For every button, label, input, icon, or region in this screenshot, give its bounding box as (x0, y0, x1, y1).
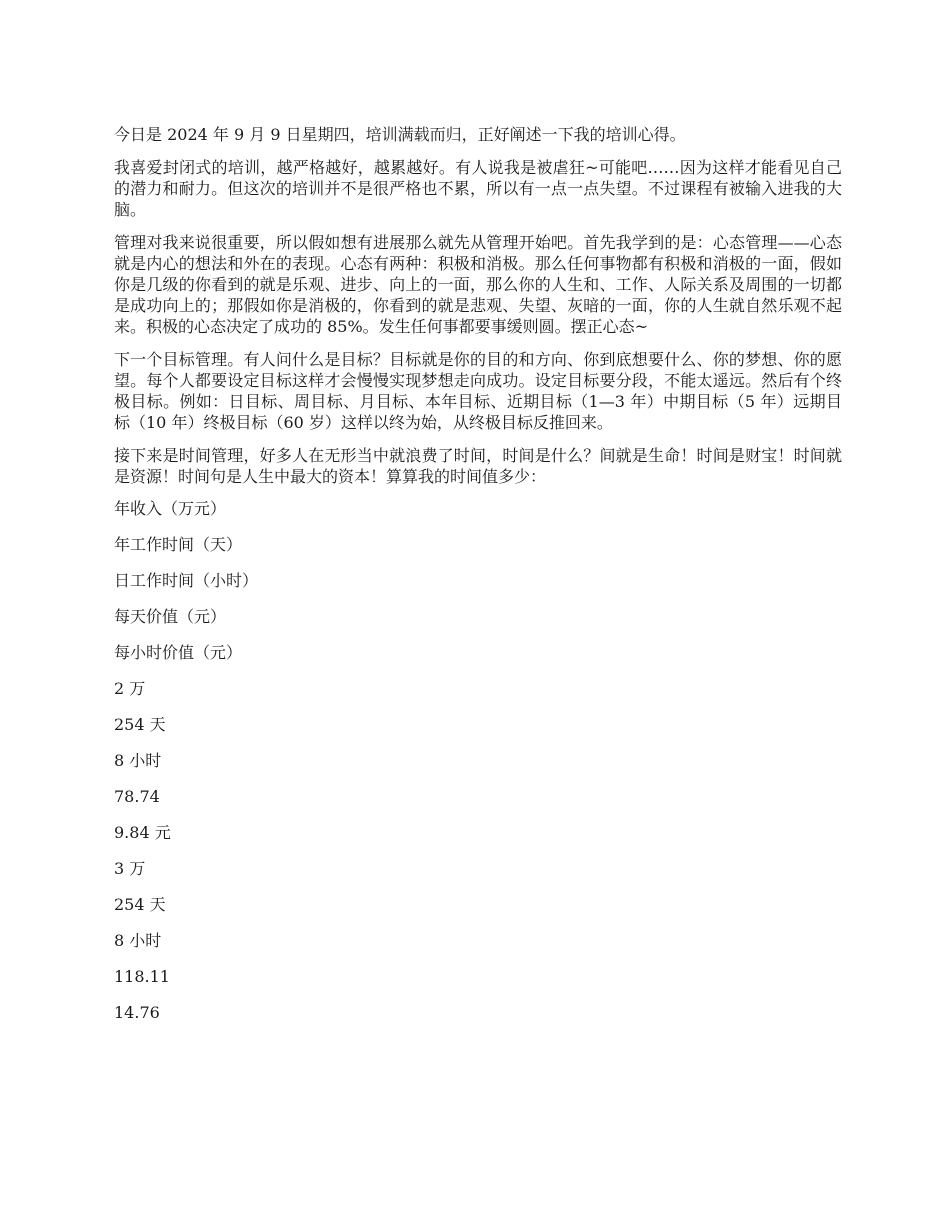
list-item: 8 小时 (114, 751, 162, 770)
list-item: 3 万 (114, 859, 146, 878)
list-item: 254 天 (114, 895, 166, 914)
list-item: 14.76 (114, 1003, 160, 1022)
paragraph-goal-management: 下一个目标管理。有人问什么是目标？目标就是你的目的和方向、你到底想要什么、你的梦想、你的愿望。每个人都要设定目标这样才会慢慢实现梦想走向成功。设定目标要分段，不能太遥远。然后有个终极目标。例如：日目标、周目标、月目标、本年目标、近期目标（1—3 年）中期目标（5 年）远期目标（10 年）终极目标（60 岁）这样以终为始，从终极目标反推回来。 (114, 350, 842, 432)
paragraph-training-feeling: 我喜爱封闭式的培训，越严格越好，越累越好。有人说我是被虐狂~可能吧……因为这样才能看见自己的潜力和耐力。但这次的培训并不是很严格也不累，所以有一点一点失望。不过课程有被输入进我的大脑。 (114, 158, 842, 219)
list-item: 2 万 (114, 679, 146, 698)
paragraph-intro: 今日是 2024 年 9 月 9 日星期四，培训满载而归，正好阐述一下我的培训心得。 (114, 125, 686, 144)
list-item: 年工作时间（天） (114, 535, 243, 554)
list-item: 年收入（万元） (114, 499, 227, 518)
list-item: 254 天 (114, 715, 166, 734)
list-item: 8 小时 (114, 931, 162, 950)
paragraph-time-management: 接下来是时间管理，好多人在无形当中就浪费了时间，时间是什么？间就是生命！时间是财宝！时间就是资源！时间句是人生中最大的资本！算算我的时间值多少： (114, 446, 842, 486)
document-body (114, 124, 842, 1023)
paragraph-mindset-management: 管理对我来说很重要，所以假如想有进展那么就先从管理开始吧。首先我学到的是：心态管理——心态就是内心的想法和外在的表现。心态有两种：积极和消极。那么任何事物都有积极和消极的一面，假如你是几级的你看到的就是乐观、进步、向上的一面，那么你的人生和、工作、人际关系及周围的一切都是成功向上的；那假如你是消极的，你看到的就是悲观、失望、灰暗的一面，你的人生就自然乐观不起来。积极的心态决定了成功的 85%。发生任何事都要事缓则圆。摆正心态~ (114, 233, 842, 336)
list-item: 每天价值（元） (114, 607, 227, 626)
list-item: 9.84 元 (114, 823, 171, 842)
list-item: 118.11 (114, 967, 170, 986)
list-item: 每小时价值（元） (114, 643, 243, 662)
list-item: 日工作时间（小时） (114, 571, 259, 590)
list-item: 78.74 (114, 787, 160, 806)
time-value-list (114, 499, 842, 1023)
